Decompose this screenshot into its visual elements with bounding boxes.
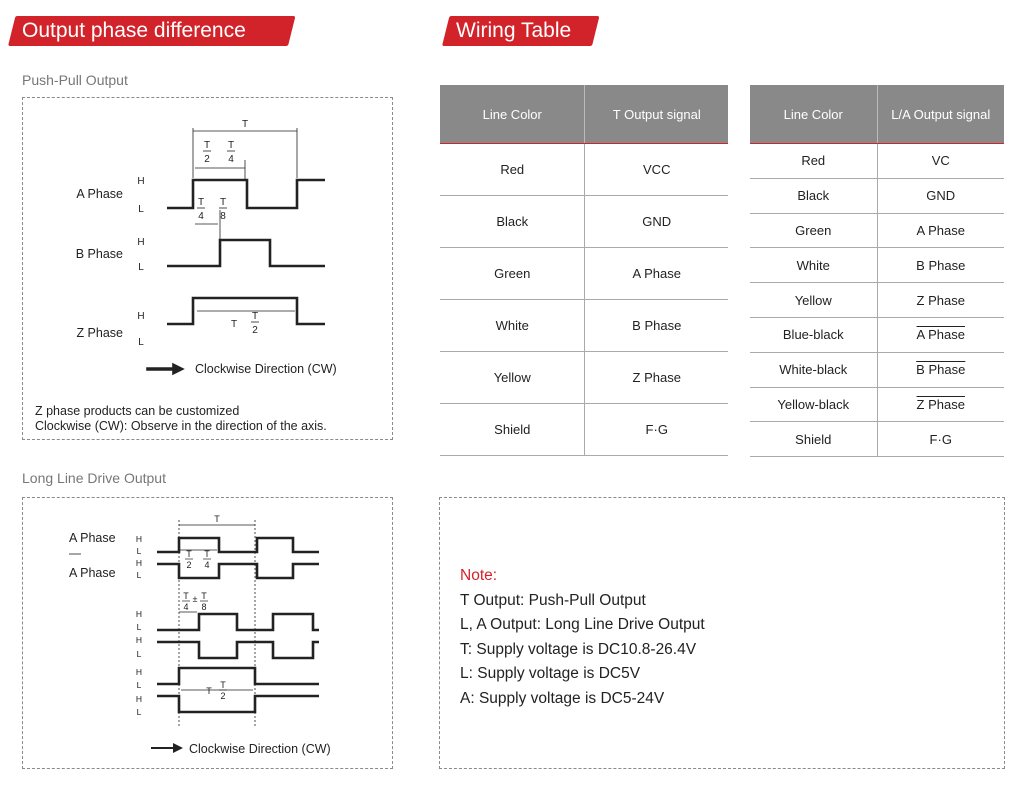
svg-text:2: 2 (252, 325, 258, 336)
svg-text:T: T (201, 591, 207, 601)
abar-wave (157, 564, 319, 578)
svg-text:H: H (135, 609, 143, 619)
notes (460, 564, 705, 711)
push-pull-diagram (22, 97, 393, 440)
svg-text:L: L (136, 622, 142, 632)
svg-text:±: ± (192, 594, 198, 604)
svg-text:H: H (137, 311, 145, 322)
z-wave (157, 668, 319, 684)
svg-text:H: H (135, 534, 143, 544)
cw-note: Clockwise (CW): Observe in the direction of the axis. (35, 419, 327, 433)
table-row: Blue-black A Phase (750, 317, 1004, 352)
la-col-signal: L/A Output signal (877, 85, 1004, 144)
table-row: White B Phase (440, 300, 728, 352)
svg-text:L: L (138, 204, 144, 215)
svg-text:T: T (186, 549, 192, 559)
svg-text:8: 8 (201, 602, 207, 612)
svg-text:2: 2 (186, 560, 192, 570)
line-drive-waveforms (23, 498, 394, 770)
cw-label: Clockwise Direction (CW) (195, 362, 337, 376)
svg-text:H: H (135, 667, 143, 677)
svg-text:T: T (197, 197, 205, 208)
line-drive-title: Long Line Drive Output (22, 470, 166, 486)
table-row: White B Phase (750, 248, 1004, 283)
b-phase-wave (167, 240, 325, 266)
svg-text:2: 2 (204, 154, 210, 165)
svg-text:T: T (203, 140, 211, 151)
phase-section-banner: Output phase difference (8, 16, 288, 46)
svg-text:L: L (136, 707, 142, 717)
table-row: Red VCC (440, 144, 728, 196)
line-drive-diagram (22, 497, 393, 769)
svg-text:L: L (136, 649, 142, 659)
t-output-table (440, 85, 728, 456)
ld-abar-phase-label: A Phase (69, 566, 116, 580)
table-row: Yellow-black Z Phase (750, 387, 1004, 422)
note-line: T Output: Push-Pull Output (460, 591, 646, 609)
svg-text:4: 4 (183, 602, 189, 612)
table-row: Black GND (440, 196, 728, 248)
cw-arrow-icon (147, 364, 183, 374)
ld-a-phase-label: A Phase (69, 531, 116, 545)
svg-text:4: 4 (204, 560, 210, 570)
b-wave (157, 614, 319, 630)
push-pull-title: Push-Pull Output (22, 72, 128, 88)
table-row: Green A Phase (750, 213, 1004, 248)
note-line: L: Supply voltage is DC5V (460, 665, 641, 682)
svg-text:H: H (135, 558, 143, 568)
svg-text:T: T (183, 591, 189, 601)
table-header (440, 85, 728, 144)
svg-text:H: H (137, 237, 145, 248)
table-row: Shield F·G (750, 422, 1004, 457)
table-row: Black GND (750, 178, 1004, 213)
svg-text:H: H (137, 176, 145, 187)
b-phase-label: B Phase (75, 247, 123, 261)
svg-text:T: T (220, 680, 226, 690)
la-output-table (750, 85, 1004, 457)
svg-text:L: L (136, 570, 142, 580)
la-col-line-color: Line Color (750, 85, 877, 144)
table-row: Shield F·G (440, 404, 728, 456)
note-line: A: Supply voltage is DC5-24V (460, 689, 665, 707)
svg-text:4: 4 (198, 211, 204, 222)
z-phase-label: Z Phase (76, 326, 123, 340)
table-row: Yellow Z Phase (440, 352, 728, 404)
svg-text:2: 2 (220, 691, 226, 701)
period-label: T (241, 119, 249, 130)
notes-title: Note: (460, 567, 498, 584)
table-row: White-black B Phase (750, 352, 1004, 387)
svg-text:H: H (135, 694, 143, 704)
cw-arrow-icon-2 (151, 743, 183, 753)
table-header (750, 85, 1004, 144)
table-row: Green A Phase (440, 248, 728, 300)
svg-text:L: L (138, 262, 144, 273)
svg-text:L: L (138, 337, 144, 348)
svg-text:T: T (230, 319, 238, 330)
bbar-wave (157, 642, 319, 658)
ld-cw-label: Clockwise Direction (CW) (189, 742, 331, 756)
note-line: L, A Output: Long Line Drive Output (460, 616, 705, 633)
svg-text:8: 8 (220, 211, 226, 222)
svg-text:H: H (135, 635, 143, 645)
note-line: T: Supply voltage is DC10.8-26.4V (460, 640, 697, 658)
svg-text:L: L (136, 680, 142, 690)
svg-text:T: T (219, 197, 227, 208)
table-row: Yellow Z Phase (750, 283, 1004, 318)
a-phase-label: A Phase (76, 187, 123, 201)
svg-text:4: 4 (228, 154, 234, 165)
wiring-section-banner: Wiring Table (442, 16, 592, 46)
svg-text:T: T (251, 311, 259, 322)
svg-text:T: T (214, 514, 220, 524)
push-pull-waveforms (23, 98, 394, 441)
a-phase-wave (167, 180, 325, 208)
z-custom-note: Z phase products can be customized (35, 404, 240, 418)
table-row: Red VC (750, 144, 1004, 179)
svg-text:T: T (204, 549, 210, 559)
t-col-line-color: Line Color (440, 85, 585, 144)
svg-text:T: T (227, 140, 235, 151)
zbar-wave (157, 696, 319, 712)
svg-text:T: T (206, 686, 212, 696)
t-col-signal: T Output signal (585, 85, 728, 144)
svg-text:L: L (136, 546, 142, 556)
